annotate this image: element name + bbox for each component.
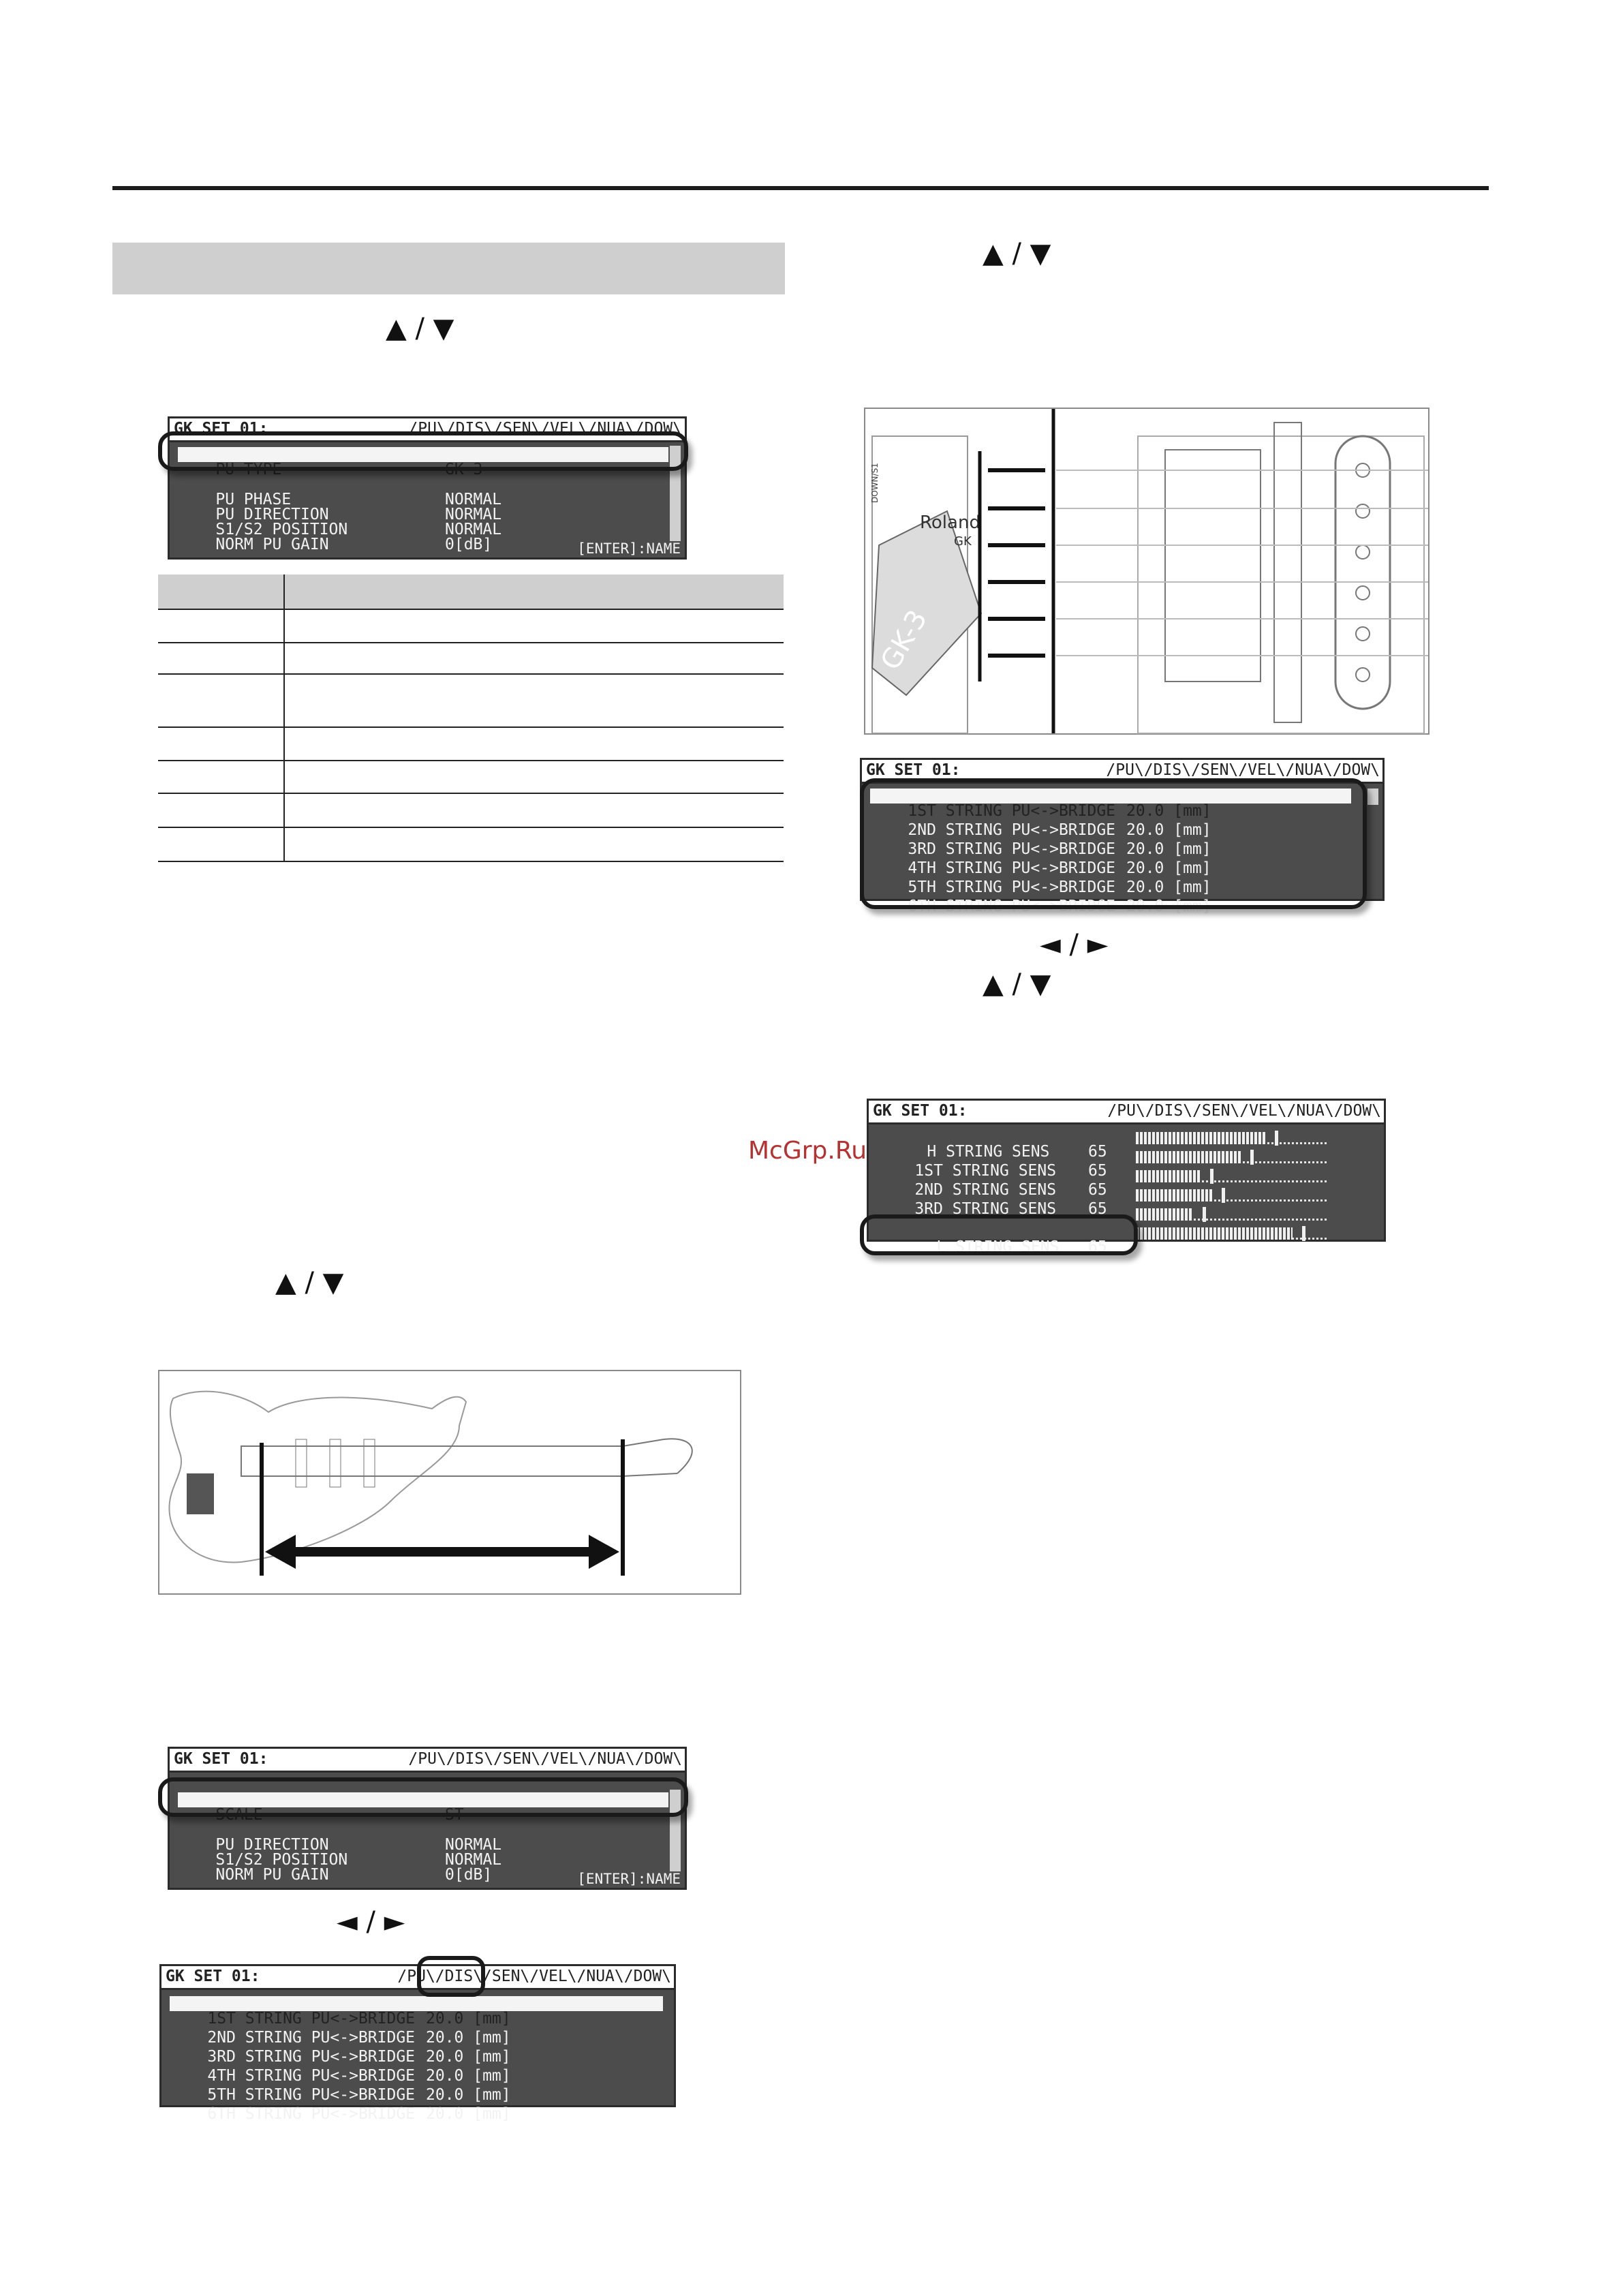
up-down-arrows-1: ▲ / ▼: [386, 313, 454, 344]
lcd-title: GK SET 01:: [174, 420, 268, 438]
table-rule: [158, 726, 784, 728]
lcd-row-label: PU DIRECTION: [215, 1836, 329, 1854]
lcd-row-label: 1ST STRING PU<->BRIDGE: [207, 2010, 416, 2027]
lcd-row: [170, 1996, 663, 2027]
pickup-illustration: [865, 409, 1428, 733]
lcd-title: GK SET 01:: [166, 1968, 260, 1985]
lcd-row-value: 20.0 [mm]: [426, 2029, 511, 2047]
lcd-row-label: 2ND STRING PU<->BRIDGE: [908, 821, 1116, 839]
watermark: McGrp.Ru: [748, 1137, 867, 1165]
lcd-row-value: 20.0 [mm]: [426, 2067, 511, 2085]
lcd-row-label: 2ND STRING SENS: [914, 1181, 1057, 1199]
lcd-row-label: 4TH STRING PU<->BRIDGE: [207, 2067, 416, 2085]
lcd-row: [178, 1822, 502, 1854]
lcd-row-label: 5TH STRING PU<->BRIDGE: [207, 2086, 416, 2104]
lcd-row-label: 5TH STRING PU<->BRIDGE: [908, 878, 1116, 896]
selection-callout: [860, 1214, 1138, 1255]
lcd-row-value: 20.0 [mm]: [1126, 821, 1211, 839]
up-down-arrows-3: ▲ / ▼: [983, 238, 1051, 269]
table-rule: [158, 827, 784, 828]
lcd-row-value: 0[dB]: [445, 536, 493, 553]
lcd-row: [877, 1167, 1107, 1199]
lcd-tabs: /PU\/DIS\/SEN\/VEL\/NUA\/DOW\: [408, 420, 682, 438]
sens-meter-fill: [1136, 1151, 1241, 1163]
lcd-row-label: 6TH STRING PU<->BRIDGE: [908, 898, 1116, 915]
pickup-distance-figure: [864, 408, 1429, 735]
lcd-row: [178, 507, 502, 538]
table-rule: [158, 673, 784, 675]
top-rule: [112, 186, 1489, 190]
lcd-title: GK SET 01:: [873, 1102, 968, 1120]
up-down-arrows-4: ▲ / ▼: [983, 968, 1051, 1000]
lcd-tabs: /PU\/DIS\/SEN\/VEL\/NUA\/DOW\: [408, 1750, 682, 1768]
sens-meter-marker: [1203, 1207, 1206, 1222]
lcd-row-label: 3RD STRING SENS: [914, 1200, 1057, 1218]
lcd-row: [170, 2034, 511, 2066]
lcd-row-label: NORM PU GAIN: [215, 536, 329, 553]
table-header: [158, 575, 784, 610]
sens-meter-fill: [1136, 1208, 1193, 1221]
lcd-row-label: SCALE: [215, 1806, 263, 1824]
table-rule: [158, 642, 784, 643]
sens-meter-fill: [1136, 1170, 1201, 1182]
table-column-divider: [283, 575, 285, 861]
lcd-tabs: /PU\/DIS\/SEN\/VEL\/NUA\/DOW\: [1107, 1102, 1381, 1120]
lcd-row-value: 20.0 [mm]: [426, 2086, 511, 2104]
lcd-row-value: NORMAL: [445, 521, 502, 538]
table-rule: [158, 793, 784, 794]
selection-callout: [158, 431, 688, 471]
lcd-footer: [ENTER]:NAME: [577, 1871, 681, 1887]
lcd-row-value: 20.0 [mm]: [1126, 898, 1211, 915]
lcd-row-value: GK-3: [445, 461, 483, 478]
lcd-row-label: H STRING SENS: [927, 1143, 1050, 1161]
lcd-row-value: 65: [1088, 1200, 1107, 1218]
lcd-row-value: 0[dB]: [445, 1866, 493, 1884]
lcd-title: GK SET 01:: [866, 761, 961, 779]
lcd-row: [889, 1129, 1107, 1161]
lcd-row-value: 20.0 [mm]: [1126, 859, 1211, 877]
left-right-arrows-2: ◄ / ►: [1040, 929, 1109, 960]
lcd-row-label: PU PHASE: [215, 491, 292, 508]
lcd-row-value: NORMAL: [445, 491, 502, 508]
model-short-label: GK: [954, 534, 972, 549]
lcd-row-label: 6TH STRING PU<->BRIDGE: [207, 2105, 416, 2123]
lcd-row-value: 20.0 [mm]: [426, 2010, 511, 2027]
lcd-row: [170, 2092, 511, 2123]
small-label: DOWN/S1: [870, 463, 880, 503]
lcd-title: GK SET 01:: [174, 1750, 268, 1768]
lcd-tabs: /PU\/DIS\/SEN\/VEL\/NUA\/DOW\: [397, 1968, 671, 1985]
lcd-row-label: PU DIRECTION: [215, 506, 329, 523]
lcd-row-label: 3RD STRING PU<->BRIDGE: [908, 840, 1116, 858]
lcd-row-label: 3RD STRING PU<->BRIDGE: [207, 2048, 416, 2066]
selection-callout: [158, 1777, 688, 1817]
sens-meter-marker: [1302, 1226, 1305, 1241]
lcd-row-value: 20.0 [mm]: [426, 2048, 511, 2066]
lcd-row-value: 65: [1088, 1143, 1107, 1161]
lcd-row: [178, 477, 502, 508]
lcd-row-value: NORMAL: [445, 1851, 502, 1869]
lcd-row-label: 4TH STRING PU<->BRIDGE: [908, 859, 1116, 877]
lcd-row-label: L STRING SENS: [936, 1238, 1060, 1256]
lcd-header: [170, 1749, 685, 1773]
lcd-row-value: ST: [445, 1806, 464, 1824]
guitar-scale-figure: [158, 1370, 741, 1595]
lcd-row-label: S1/S2 POSITION: [215, 1851, 348, 1869]
lcd-footer: [ENTER]:NAME: [577, 540, 681, 557]
table-rule: [158, 760, 784, 761]
lcd-row-label: NORM PU GAIN: [215, 1866, 329, 1884]
lcd-row: [877, 1187, 1107, 1218]
lcd-screen-scale: [168, 1747, 687, 1890]
sens-meter-fill: [1136, 1189, 1212, 1201]
lcd-row-value: 65: [1088, 1181, 1107, 1199]
lcd-row-value: 20.0 [mm]: [1126, 840, 1211, 858]
selection-callout: [860, 778, 1367, 909]
model-label: GK-3: [874, 604, 934, 675]
lcd-row: [178, 492, 502, 523]
guitar-illustration: [159, 1371, 740, 1593]
lcd-row-label: 1ST STRING SENS: [914, 1162, 1057, 1180]
lcd-row-value: 65: [1088, 1238, 1107, 1256]
up-down-arrows-2: ▲ / ▼: [275, 1267, 344, 1298]
lcd-row-label: PU TYPE: [215, 461, 282, 478]
lcd-row: [170, 2053, 511, 2085]
dis-tab-callout: [417, 1956, 485, 1997]
brand-label: Roland: [920, 512, 980, 533]
lcd-row-value: 20.0 [mm]: [426, 2105, 511, 2123]
lcd-row: [170, 2015, 511, 2047]
lcd-row-value: 20.0 [mm]: [1126, 878, 1211, 896]
lcd-row-value: 65: [1088, 1162, 1107, 1180]
sens-meter-marker: [1210, 1169, 1214, 1184]
lcd-header: [869, 1101, 1384, 1124]
sens-meter-fill: [1136, 1227, 1293, 1240]
sens-meter-marker: [1275, 1131, 1278, 1146]
table-rule: [158, 609, 784, 610]
lcd-row: [170, 2072, 511, 2104]
left-right-arrows-1: ◄ / ►: [337, 1906, 405, 1938]
lcd-row-label: 1ST STRING PU<->BRIDGE: [908, 802, 1116, 820]
table-rule: [158, 861, 784, 862]
lcd-row-value: NORMAL: [445, 1836, 502, 1854]
lcd-row-value: 20.0 [mm]: [1126, 802, 1211, 820]
sens-meter-marker: [1222, 1188, 1225, 1203]
sens-meter-marker: [1250, 1150, 1254, 1165]
lcd-row: [178, 1837, 502, 1869]
lcd-row-label: S1/S2 POSITION: [215, 521, 348, 538]
lcd-row-label: 2ND STRING PU<->BRIDGE: [207, 2029, 416, 2047]
section-header-bar: [112, 243, 785, 294]
sens-meter-fill: [1136, 1132, 1265, 1144]
lcd-row-value: NORMAL: [445, 506, 502, 523]
lcd-scrollbar: [1367, 789, 1378, 805]
lcd-tabs: /PU\/DIS\/SEN\/VEL\/NUA\/DOW\: [1106, 761, 1380, 779]
lcd-row: [877, 1148, 1107, 1180]
